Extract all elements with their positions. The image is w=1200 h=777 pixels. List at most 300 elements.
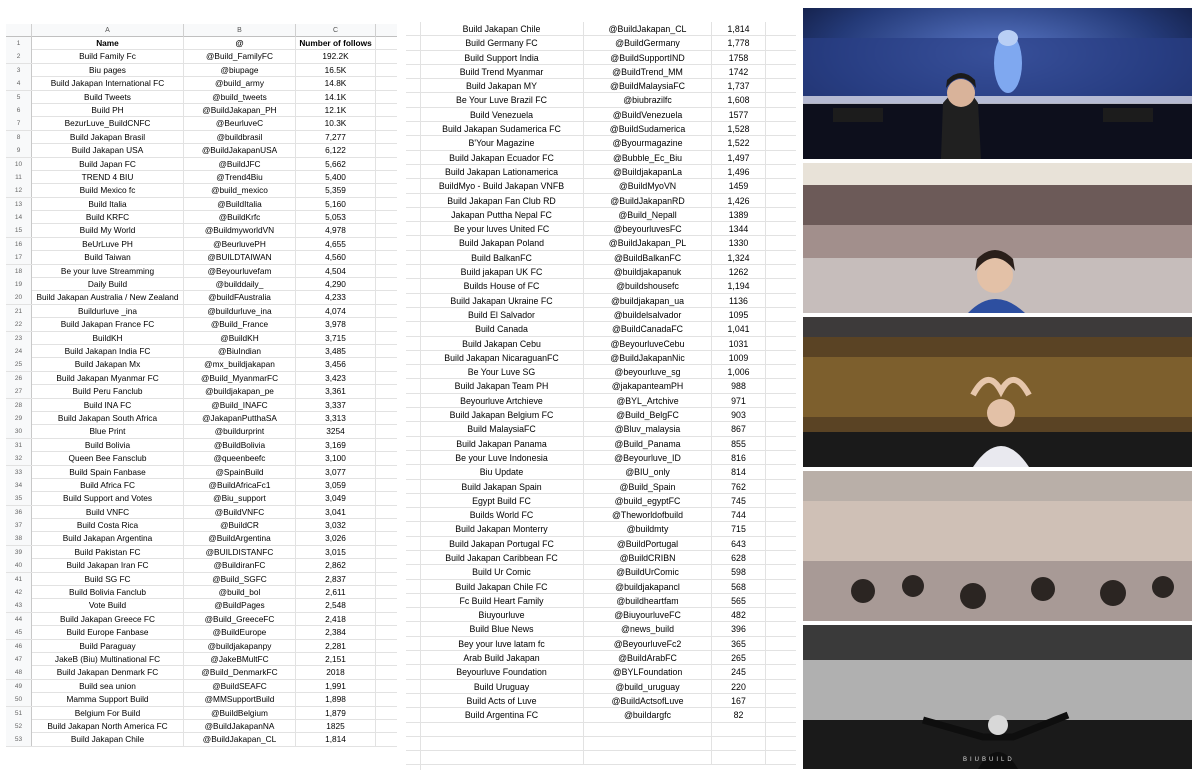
cell-name[interactable]: Build Jakapan Caribbean FC: [420, 551, 584, 565]
cell-empty[interactable]: [766, 165, 796, 179]
cell-follows[interactable]: 3,169: [296, 439, 376, 452]
cell-name[interactable]: Build sea union: [32, 680, 184, 693]
cell-follows[interactable]: 4,560: [296, 251, 376, 264]
row-number[interactable]: 2: [6, 50, 32, 63]
row-number[interactable]: 30: [6, 425, 32, 438]
cell-follows[interactable]: 2,384: [296, 626, 376, 639]
table-row[interactable]: [406, 680, 796, 694]
table-row[interactable]: [406, 465, 796, 479]
cell-handle[interactable]: @BeyourluveCebu: [584, 337, 712, 351]
row-number[interactable]: 13: [6, 198, 32, 211]
cell-name[interactable]: Biu pages: [32, 64, 184, 77]
row-number[interactable]: 46: [6, 640, 32, 653]
row-number[interactable]: 9: [6, 144, 32, 157]
cell-name[interactable]: Blue Print: [32, 425, 184, 438]
cell-follows[interactable]: 14.1K: [296, 91, 376, 104]
cell-handle[interactable]: @Bluv_malaysia: [584, 422, 712, 436]
cell-handle[interactable]: @BuildArabFC: [584, 651, 712, 665]
cell-follows[interactable]: 628: [712, 551, 766, 565]
table-row[interactable]: [6, 211, 397, 224]
cell-name[interactable]: Be Your Luve SG: [420, 365, 584, 379]
table-row[interactable]: [6, 666, 397, 679]
table-row[interactable]: [406, 308, 796, 322]
cell-follows[interactable]: [712, 751, 766, 765]
cell-follows[interactable]: 3,456: [296, 358, 376, 371]
cell-follows[interactable]: 1,528: [712, 122, 766, 136]
row-number[interactable]: 17: [6, 251, 32, 264]
table-row[interactable]: [406, 194, 796, 208]
table-row[interactable]: [406, 622, 796, 636]
cell-name[interactable]: Build Canada: [420, 322, 584, 336]
cell-handle[interactable]: @BYLFoundation: [584, 665, 712, 679]
cell-handle[interactable]: @SpainBuild: [184, 466, 296, 479]
row-number[interactable]: 23: [6, 332, 32, 345]
cell-name[interactable]: Build Jakapan Myanmar FC: [32, 372, 184, 385]
row-number[interactable]: 36: [6, 506, 32, 519]
table-row[interactable]: [6, 198, 397, 211]
row-number[interactable]: 27: [6, 385, 32, 398]
cell-follows[interactable]: 2,151: [296, 653, 376, 666]
header-follows[interactable]: Number of follows: [296, 37, 376, 50]
cell-name[interactable]: Build Jakapan Brasil: [32, 131, 184, 144]
table-row[interactable]: [6, 104, 397, 117]
row-number[interactable]: 25: [6, 358, 32, 371]
cell-name[interactable]: Build Tweets: [32, 91, 184, 104]
cell-follows[interactable]: 715: [712, 522, 766, 536]
cell-empty[interactable]: [766, 365, 796, 379]
table-row[interactable]: [406, 179, 796, 193]
table-row[interactable]: [406, 151, 796, 165]
cell-empty[interactable]: [766, 308, 796, 322]
cell-handle[interactable]: @Trend4Biu: [184, 171, 296, 184]
cell-follows[interactable]: 167: [712, 694, 766, 708]
table-row[interactable]: [6, 479, 397, 492]
cell-empty[interactable]: [766, 108, 796, 122]
cell-follows[interactable]: [712, 737, 766, 751]
cell-name[interactable]: BuildKH: [32, 332, 184, 345]
cell-handle[interactable]: @build_uruguay: [584, 680, 712, 694]
row-number[interactable]: 47: [6, 653, 32, 666]
table-row[interactable]: [6, 251, 397, 264]
cell-name[interactable]: Build Jakapan USA: [32, 144, 184, 157]
cell-empty[interactable]: [766, 551, 796, 565]
cell-follows[interactable]: 814: [712, 465, 766, 479]
cell-name[interactable]: Daily Build: [32, 278, 184, 291]
cell-handle[interactable]: @BuildGermany: [584, 36, 712, 50]
cell-name[interactable]: Be your Luve Indonesia: [420, 451, 584, 465]
table-row[interactable]: [406, 494, 796, 508]
cell-name[interactable]: Build Family Fc: [32, 50, 184, 63]
cell-follows[interactable]: 1262: [712, 265, 766, 279]
cell-name[interactable]: Build MalaysiaFC: [420, 422, 584, 436]
cell-name[interactable]: Build Germany FC: [420, 36, 584, 50]
cell-handle[interactable]: @BuildEurope: [184, 626, 296, 639]
cell-handle[interactable]: @mx_buildjakapan: [184, 358, 296, 371]
cell-handle[interactable]: @build_mexico: [184, 184, 296, 197]
cell-follows[interactable]: 3,100: [296, 452, 376, 465]
cell-name[interactable]: Biu Update: [420, 465, 584, 479]
cell-name[interactable]: Build Paraguay: [32, 640, 184, 653]
cell-handle[interactable]: @BuildjakapanLa: [584, 165, 712, 179]
cell-name[interactable]: [420, 751, 584, 765]
cell-name[interactable]: Build Jakapan Chile FC: [420, 580, 584, 594]
cell-follows[interactable]: 1,737: [712, 79, 766, 93]
cell-handle[interactable]: @BuildVenezuela: [584, 108, 712, 122]
table-row[interactable]: [6, 613, 397, 626]
cell-empty[interactable]: [766, 665, 796, 679]
cell-handle[interactable]: @BuildBalkanFC: [584, 251, 712, 265]
table-row[interactable]: [6, 399, 397, 412]
cell-name[interactable]: Build Spain Fanbase: [32, 466, 184, 479]
cell-handle[interactable]: @Theworldofbuild: [584, 508, 712, 522]
cell-follows[interactable]: 2,281: [296, 640, 376, 653]
cell-handle[interactable]: @Build_France: [184, 318, 296, 331]
table-row[interactable]: [406, 737, 796, 751]
cell-handle[interactable]: @BuildiranFC: [184, 559, 296, 572]
cell-empty[interactable]: [766, 465, 796, 479]
cell-handle[interactable]: @biupage: [184, 64, 296, 77]
table-row[interactable]: [6, 278, 397, 291]
cell-name[interactable]: Build Jakapan Chile: [420, 22, 584, 36]
cell-name[interactable]: Belgium For Build: [32, 707, 184, 720]
row-number[interactable]: 51: [6, 707, 32, 720]
row-number[interactable]: 21: [6, 305, 32, 318]
cell-name[interactable]: Build Jakapan Spain: [420, 480, 584, 494]
table-row[interactable]: [6, 653, 397, 666]
cell-handle[interactable]: @BuildArgentina: [184, 532, 296, 545]
cell-name[interactable]: Build Jakapan Australia / New Zealand: [32, 291, 184, 304]
table-row[interactable]: [406, 351, 796, 365]
table-row[interactable]: [6, 224, 397, 237]
cell-name[interactable]: Build Jakapan Panama: [420, 437, 584, 451]
cell-handle[interactable]: @Byourmagazine: [584, 136, 712, 150]
cell-follows[interactable]: 1,991: [296, 680, 376, 693]
cell-name[interactable]: Be your luve Streamming: [32, 265, 184, 278]
cell-empty[interactable]: [766, 79, 796, 93]
cell-handle[interactable]: @buildbrasil: [184, 131, 296, 144]
cell-handle[interactable]: [584, 751, 712, 765]
cell-empty[interactable]: [766, 422, 796, 436]
column-letter-c[interactable]: C: [296, 24, 376, 37]
cell-follows[interactable]: 3254: [296, 425, 376, 438]
cell-empty[interactable]: [766, 208, 796, 222]
cell-name[interactable]: Mamma Support Build: [32, 693, 184, 706]
table-row[interactable]: [406, 294, 796, 308]
cell-handle[interactable]: @BuildBelgium: [184, 707, 296, 720]
cell-handle[interactable]: [584, 737, 712, 751]
cell-handle[interactable]: @buildjakapancl: [584, 580, 712, 594]
table-row[interactable]: [6, 305, 397, 318]
row-number[interactable]: 3: [6, 64, 32, 77]
cell-handle[interactable]: @Build_Panama: [584, 437, 712, 451]
row-number[interactable]: 18: [6, 265, 32, 278]
cell-handle[interactable]: @biubrazilfc: [584, 93, 712, 107]
cell-follows[interactable]: 1,324: [712, 251, 766, 265]
cell-follows[interactable]: 643: [712, 537, 766, 551]
table-row[interactable]: [406, 708, 796, 722]
header-name[interactable]: Name: [32, 37, 184, 50]
table-row[interactable]: [406, 422, 796, 436]
cell-empty[interactable]: [766, 508, 796, 522]
row-number[interactable]: 33: [6, 466, 32, 479]
cell-follows[interactable]: 816: [712, 451, 766, 465]
cell-follows[interactable]: 4,074: [296, 305, 376, 318]
cell-handle[interactable]: @BuildItalia: [184, 198, 296, 211]
cell-follows[interactable]: 971: [712, 394, 766, 408]
cell-handle[interactable]: @buildheartfam: [584, 594, 712, 608]
cell-name[interactable]: Vote Build: [32, 599, 184, 612]
cell-handle[interactable]: @Build_GreeceFC: [184, 613, 296, 626]
table-row[interactable]: [6, 144, 397, 157]
cell-follows[interactable]: 6,122: [296, 144, 376, 157]
cell-name[interactable]: Build Costa Rica: [32, 519, 184, 532]
cell-name[interactable]: Build Uruguay: [420, 680, 584, 694]
cell-follows[interactable]: 2,611: [296, 586, 376, 599]
cell-follows[interactable]: 1,814: [296, 733, 376, 746]
row-number[interactable]: 6: [6, 104, 32, 117]
table-row[interactable]: [6, 77, 397, 90]
cell-follows[interactable]: 5,359: [296, 184, 376, 197]
row-number[interactable]: 8: [6, 131, 32, 144]
table-row[interactable]: [406, 136, 796, 150]
table-row[interactable]: [406, 122, 796, 136]
cell-follows[interactable]: 1,879: [296, 707, 376, 720]
row-number[interactable]: 48: [6, 666, 32, 679]
cell-handle[interactable]: @BuildKH: [184, 332, 296, 345]
cell-follows[interactable]: 3,077: [296, 466, 376, 479]
cell-name[interactable]: Builds World FC: [420, 508, 584, 522]
cell-follows[interactable]: 598: [712, 565, 766, 579]
cell-name[interactable]: Build PH: [32, 104, 184, 117]
cell-handle[interactable]: @buildargfc: [584, 708, 712, 722]
cell-name[interactable]: Build VNFC: [32, 506, 184, 519]
table-row[interactable]: [406, 322, 796, 336]
cell-empty[interactable]: [766, 394, 796, 408]
cell-name[interactable]: Build BalkanFC: [420, 251, 584, 265]
cell-follows[interactable]: 1,006: [712, 365, 766, 379]
cell-empty[interactable]: [766, 251, 796, 265]
cell-handle[interactable]: @BUILDTAIWAN: [184, 251, 296, 264]
cell-follows[interactable]: 762: [712, 480, 766, 494]
cell-follows[interactable]: 867: [712, 422, 766, 436]
table-row[interactable]: [6, 599, 397, 612]
cell-handle[interactable]: @BuildJakapan_CL: [184, 733, 296, 746]
cell-follows[interactable]: 245: [712, 665, 766, 679]
table-row[interactable]: [6, 586, 397, 599]
table-row[interactable]: [406, 723, 796, 737]
cell-handle[interactable]: @build_tweets: [184, 91, 296, 104]
cell-handle[interactable]: @BeurluveC: [184, 117, 296, 130]
cell-name[interactable]: Build Bolivia: [32, 439, 184, 452]
cell-empty[interactable]: [766, 179, 796, 193]
cell-handle[interactable]: @BIU_only: [584, 465, 712, 479]
table-row[interactable]: [6, 332, 397, 345]
cell-name[interactable]: Build Jakapan Denmark FC: [32, 666, 184, 679]
cell-follows[interactable]: 988: [712, 379, 766, 393]
cell-follows[interactable]: 1389: [712, 208, 766, 222]
cell-follows[interactable]: 3,049: [296, 492, 376, 505]
cell-name[interactable]: Jakapan Puttha Nepal FC: [420, 208, 584, 222]
cell-handle[interactable]: @BuildPages: [184, 599, 296, 612]
cell-follows[interactable]: 3,337: [296, 399, 376, 412]
header-handle[interactable]: @: [184, 37, 296, 50]
row-number[interactable]: 52: [6, 720, 32, 733]
cell-follows[interactable]: 82: [712, 708, 766, 722]
cell-empty[interactable]: [766, 351, 796, 365]
cell-handle[interactable]: @BuildSupportIND: [584, 51, 712, 65]
cell-handle[interactable]: @BuildSudamerica: [584, 122, 712, 136]
cell-empty[interactable]: [766, 537, 796, 551]
table-row[interactable]: [406, 537, 796, 551]
table-row[interactable]: [6, 733, 397, 746]
row-number[interactable]: 34: [6, 479, 32, 492]
cell-follows[interactable]: 1,522: [712, 136, 766, 150]
cell-follows[interactable]: 1,898: [296, 693, 376, 706]
header-row[interactable]: [6, 37, 397, 50]
cell-follows[interactable]: 1,814: [712, 22, 766, 36]
cell-name[interactable]: Build KRFC: [32, 211, 184, 224]
cell-follows[interactable]: 5,400: [296, 171, 376, 184]
cell-name[interactable]: Beyourluve Foundation: [420, 665, 584, 679]
cell-handle[interactable]: @buildjakapanpy: [184, 640, 296, 653]
table-row[interactable]: [6, 439, 397, 452]
cell-name[interactable]: Arab Build Jakapan: [420, 651, 584, 665]
cell-handle[interactable]: @BuildAfricaFc1: [184, 479, 296, 492]
cell-name[interactable]: Build Jakapan Mx: [32, 358, 184, 371]
row-number[interactable]: 39: [6, 546, 32, 559]
cell-follows[interactable]: 3,313: [296, 412, 376, 425]
table-row[interactable]: [406, 222, 796, 236]
cell-empty[interactable]: [766, 608, 796, 622]
cell-follows[interactable]: 1459: [712, 179, 766, 193]
table-row[interactable]: [406, 79, 796, 93]
cell-handle[interactable]: @buildurluve_ina: [184, 305, 296, 318]
cell-name[interactable]: Build Africa FC: [32, 479, 184, 492]
row-number[interactable]: 31: [6, 439, 32, 452]
cell-handle[interactable]: @Build_FamilyFC: [184, 50, 296, 63]
cell-name[interactable]: Build Jakapan Sudamerica FC: [420, 122, 584, 136]
table-row[interactable]: [406, 236, 796, 250]
row-number[interactable]: 22: [6, 318, 32, 331]
cell-handle[interactable]: @BuildMalaysiaFC: [584, 79, 712, 93]
cell-handle[interactable]: @Build_INAFC: [184, 399, 296, 412]
cell-empty[interactable]: [766, 265, 796, 279]
row-number[interactable]: 12: [6, 184, 32, 197]
cell-follows[interactable]: 1,194: [712, 279, 766, 293]
table-row[interactable]: [406, 751, 796, 765]
cell-handle[interactable]: [584, 723, 712, 737]
cell-follows[interactable]: 855: [712, 437, 766, 451]
cell-name[interactable]: Build Trend Myanmar: [420, 65, 584, 79]
cell-handle[interactable]: @BuildJakapan_PL: [584, 236, 712, 250]
cell-handle[interactable]: @JakapanPutthaSA: [184, 412, 296, 425]
row-number[interactable]: 1: [6, 37, 32, 50]
cell-handle[interactable]: @Bubble_Ec_Biu: [584, 151, 712, 165]
cell-name[interactable]: Be Your Luve Brazil FC: [420, 93, 584, 107]
cell-handle[interactable]: @JakeBMultFC: [184, 653, 296, 666]
cell-follows[interactable]: 1344: [712, 222, 766, 236]
table-row[interactable]: [6, 693, 397, 706]
table-row[interactable]: [406, 408, 796, 422]
cell-handle[interactable]: @Build_DenmarkFC: [184, 666, 296, 679]
cell-empty[interactable]: [766, 322, 796, 336]
table-row[interactable]: [406, 36, 796, 50]
table-row[interactable]: [406, 51, 796, 65]
cell-name[interactable]: Queen Bee Fansclub: [32, 452, 184, 465]
cell-follows[interactable]: 7,277: [296, 131, 376, 144]
table-row[interactable]: [406, 551, 796, 565]
cell-follows[interactable]: 568: [712, 580, 766, 594]
cell-name[interactable]: Build Argentina FC: [420, 708, 584, 722]
table-row[interactable]: [406, 65, 796, 79]
cell-follows[interactable]: 220: [712, 680, 766, 694]
cell-handle[interactable]: @BuildMyoVN: [584, 179, 712, 193]
cell-follows[interactable]: 3,361: [296, 385, 376, 398]
cell-follows[interactable]: 5,662: [296, 158, 376, 171]
row-number[interactable]: 15: [6, 224, 32, 237]
row-number[interactable]: 32: [6, 452, 32, 465]
cell-follows[interactable]: 16.5K: [296, 64, 376, 77]
cell-follows[interactable]: 5,160: [296, 198, 376, 211]
cell-handle[interactable]: @Biu_support: [184, 492, 296, 505]
row-number[interactable]: 7: [6, 117, 32, 130]
cell-name[interactable]: Build Bolivia Fanclub: [32, 586, 184, 599]
cell-follows[interactable]: 1742: [712, 65, 766, 79]
cell-follows[interactable]: 903: [712, 408, 766, 422]
cell-name[interactable]: [420, 737, 584, 751]
table-row[interactable]: [406, 651, 796, 665]
row-number[interactable]: 45: [6, 626, 32, 639]
cell-empty[interactable]: [766, 708, 796, 722]
table-row[interactable]: [6, 91, 397, 104]
row-number[interactable]: 38: [6, 532, 32, 545]
cell-name[interactable]: Build Jakapan Greece FC: [32, 613, 184, 626]
cell-follows[interactable]: 1,778: [712, 36, 766, 50]
cell-handle[interactable]: @BuildJakapan_PH: [184, 104, 296, 117]
cell-handle[interactable]: @queenbeefc: [184, 452, 296, 465]
cell-follows[interactable]: 3,026: [296, 532, 376, 545]
row-number[interactable]: 4: [6, 77, 32, 90]
table-row[interactable]: [406, 637, 796, 651]
cell-handle[interactable]: @beyourluve_sg: [584, 365, 712, 379]
cell-handle[interactable]: @BuildJakapanUSA: [184, 144, 296, 157]
row-number[interactable]: 16: [6, 238, 32, 251]
cell-name[interactable]: Build Jakapan Poland: [420, 236, 584, 250]
cell-handle[interactable]: @Build_Nepall: [584, 208, 712, 222]
cell-empty[interactable]: [766, 480, 796, 494]
cell-follows[interactable]: 3,059: [296, 479, 376, 492]
cell-handle[interactable]: @build_army: [184, 77, 296, 90]
cell-follows[interactable]: 4,655: [296, 238, 376, 251]
cell-name[interactable]: Build Jakapan Lationamerica: [420, 165, 584, 179]
cell-name[interactable]: Build Jakapan Cebu: [420, 337, 584, 351]
row-number[interactable]: 29: [6, 412, 32, 425]
cell-name[interactable]: Build Blue News: [420, 622, 584, 636]
table-row[interactable]: [406, 451, 796, 465]
table-row[interactable]: [406, 251, 796, 265]
cell-name[interactable]: Build Peru Fanclub: [32, 385, 184, 398]
cell-handle[interactable]: @buildjakapanuk: [584, 265, 712, 279]
cell-empty[interactable]: [766, 494, 796, 508]
table-row[interactable]: [6, 573, 397, 586]
cell-handle[interactable]: @BiuIndian: [184, 345, 296, 358]
cell-name[interactable]: Build Jakapan NicaraguanFC: [420, 351, 584, 365]
cell-follows[interactable]: 1,496: [712, 165, 766, 179]
cell-handle[interactable]: @BuildPortugal: [584, 537, 712, 551]
cell-follows[interactable]: 4,978: [296, 224, 376, 237]
cell-handle[interactable]: @BuildJakapanNic: [584, 351, 712, 365]
cell-handle[interactable]: @BYL_Artchive: [584, 394, 712, 408]
